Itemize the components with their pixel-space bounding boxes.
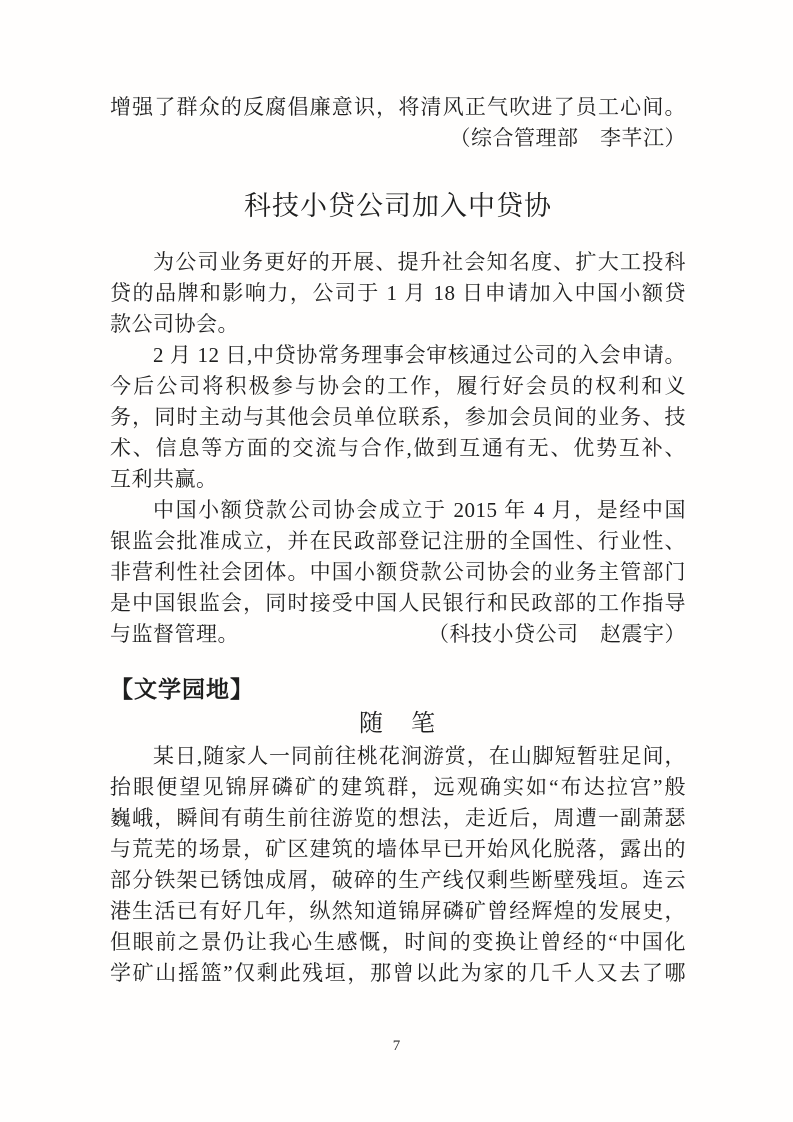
- body-line: 但眼前之景仍让我心生感慨，时间的变换让曾经的“中国化: [110, 930, 686, 954]
- body-line: 学矿山摇篮”仅剩此残垣，那曾以此为家的几千人又去了哪: [110, 961, 686, 985]
- body-line: 中国小额贷款公司协会成立于 2015 年 4 月，是经中国: [153, 498, 686, 522]
- article1-title: 科技小贷公司加入中贷协: [244, 191, 552, 221]
- body-line: 2 月 12 日,中贷协常务理事会审核通过公司的入会申请。: [153, 343, 686, 367]
- body-line: 增强了群众的反腐倡廉意识，将清风正气吹进了员工心间。: [110, 95, 686, 119]
- page-number: 7: [392, 1038, 401, 1054]
- body-line: 务，同时主动与其他会员单位联系，参加会员间的业务、技: [110, 405, 686, 429]
- body-line: 互利共赢。: [110, 467, 218, 491]
- article1-signature: （科技小贷公司 赵震宇）: [428, 622, 686, 646]
- body-line: 巍峨，瞬间有萌生前往游览的想法，走近后，周遭一副萧瑟: [110, 806, 686, 830]
- body-line: 某日,随家人一同前往桃花涧游赏，在山脚短暂驻足间，: [153, 744, 686, 768]
- body-line: 为公司业务更好的开展、提升社会知名度、扩大工投科: [153, 250, 686, 274]
- body-line: 术、信息等方面的交流与合作,做到互通有无、优势互补、: [110, 436, 686, 460]
- body-line: 今后公司将积极参与协会的工作，履行好会员的权利和义: [110, 374, 686, 398]
- page-content: [110, 92, 686, 989]
- body-line: 部分铁架已锈蚀成屑，破碎的生产线仅剩些断壁残垣。连云: [110, 868, 686, 892]
- body-line: 抬眼便望见锦屏磷矿的建筑群，远观确实如“布达拉宫”般: [110, 775, 686, 799]
- body-line: 贷的品牌和影响力，公司于 1 月 18 日申请加入中国小额贷: [110, 281, 686, 305]
- body-line: 银监会批准成立，并在民政部登记注册的全国性、行业性、: [110, 529, 686, 553]
- section-marker: 【文学园地】: [110, 677, 254, 702]
- article1-last-line: [110, 619, 686, 650]
- body-line: 与监督管理。: [110, 622, 239, 646]
- body-line: 港生活已有好几年，纵然知道锦屏磷矿曾经辉煌的发展史，: [110, 899, 686, 923]
- article2-title: 随 笔: [359, 710, 437, 737]
- body-line: 与荒芜的场景，矿区建筑的墙体早已开始风化脱落，露出的: [110, 837, 686, 861]
- body-line: 是中国银监会，同时接受中国人民银行和民政部的工作指导: [110, 591, 686, 615]
- body-line: 款公司协会。: [110, 312, 239, 336]
- body-line: 非营利性社会团体。中国小额贷款公司协会的业务主管部门: [110, 560, 686, 584]
- continuation-signature: （综合管理部 李芊江）: [449, 126, 686, 150]
- continuation-paragraph: [110, 92, 686, 154]
